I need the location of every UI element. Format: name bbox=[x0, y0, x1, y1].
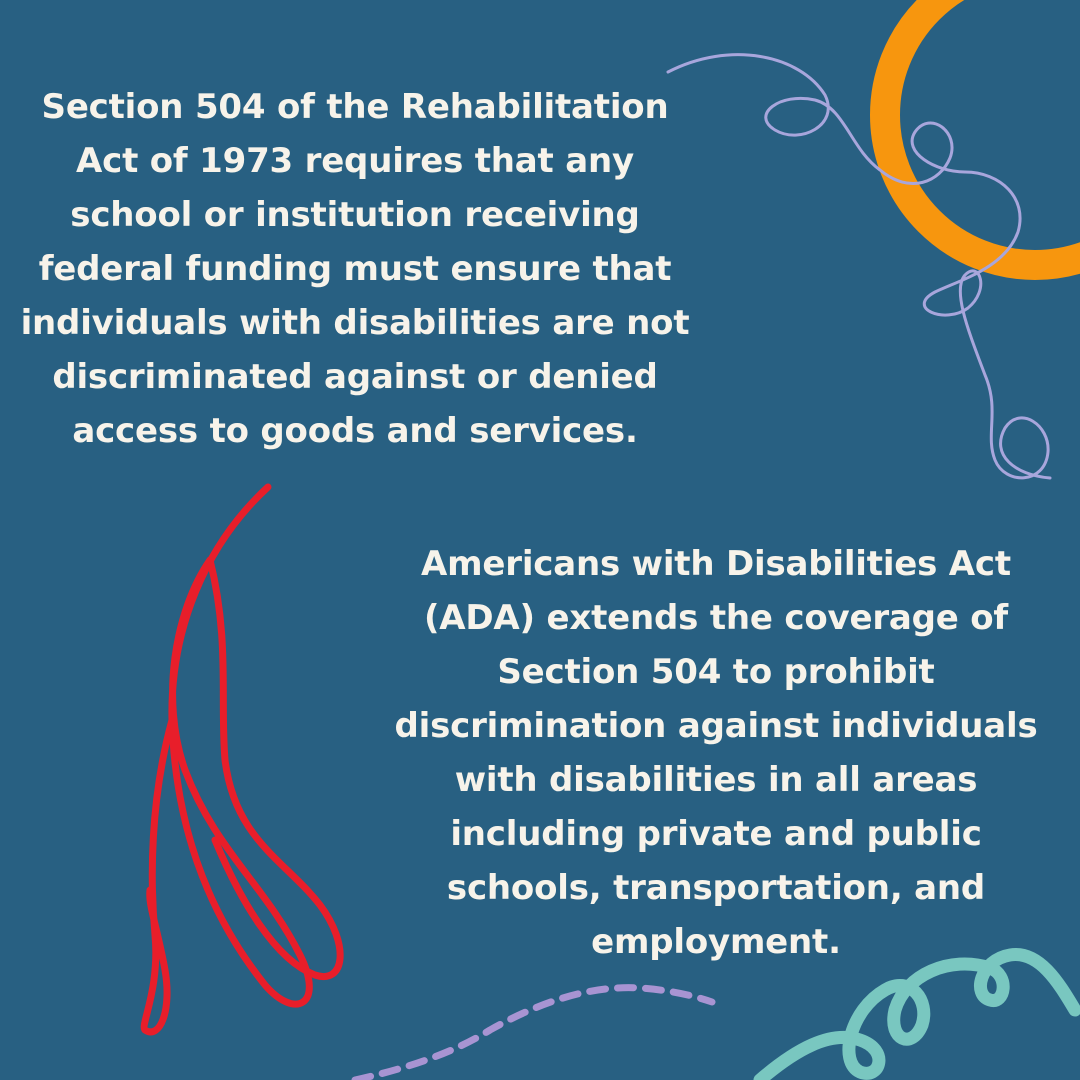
section-504-paragraph: Section 504 of the Rehabilitation Act of 1973 requires that any school or institution receiving federal funding must ensure that individuals with disabilities are not discriminated against or denied access to goods and services. bbox=[20, 87, 690, 451]
ada-paragraph: Americans with Disabilities Act (ADA) extends the coverage of Section 504 to prohibit discrimination against individuals with disabilities in all areas including private and public schools, transportation, and employment. bbox=[394, 544, 1038, 962]
teal-squiggle-decoration bbox=[760, 955, 1075, 1080]
red-loops-decoration bbox=[144, 487, 340, 1032]
purple-dashed-arc-decoration bbox=[355, 988, 712, 1080]
